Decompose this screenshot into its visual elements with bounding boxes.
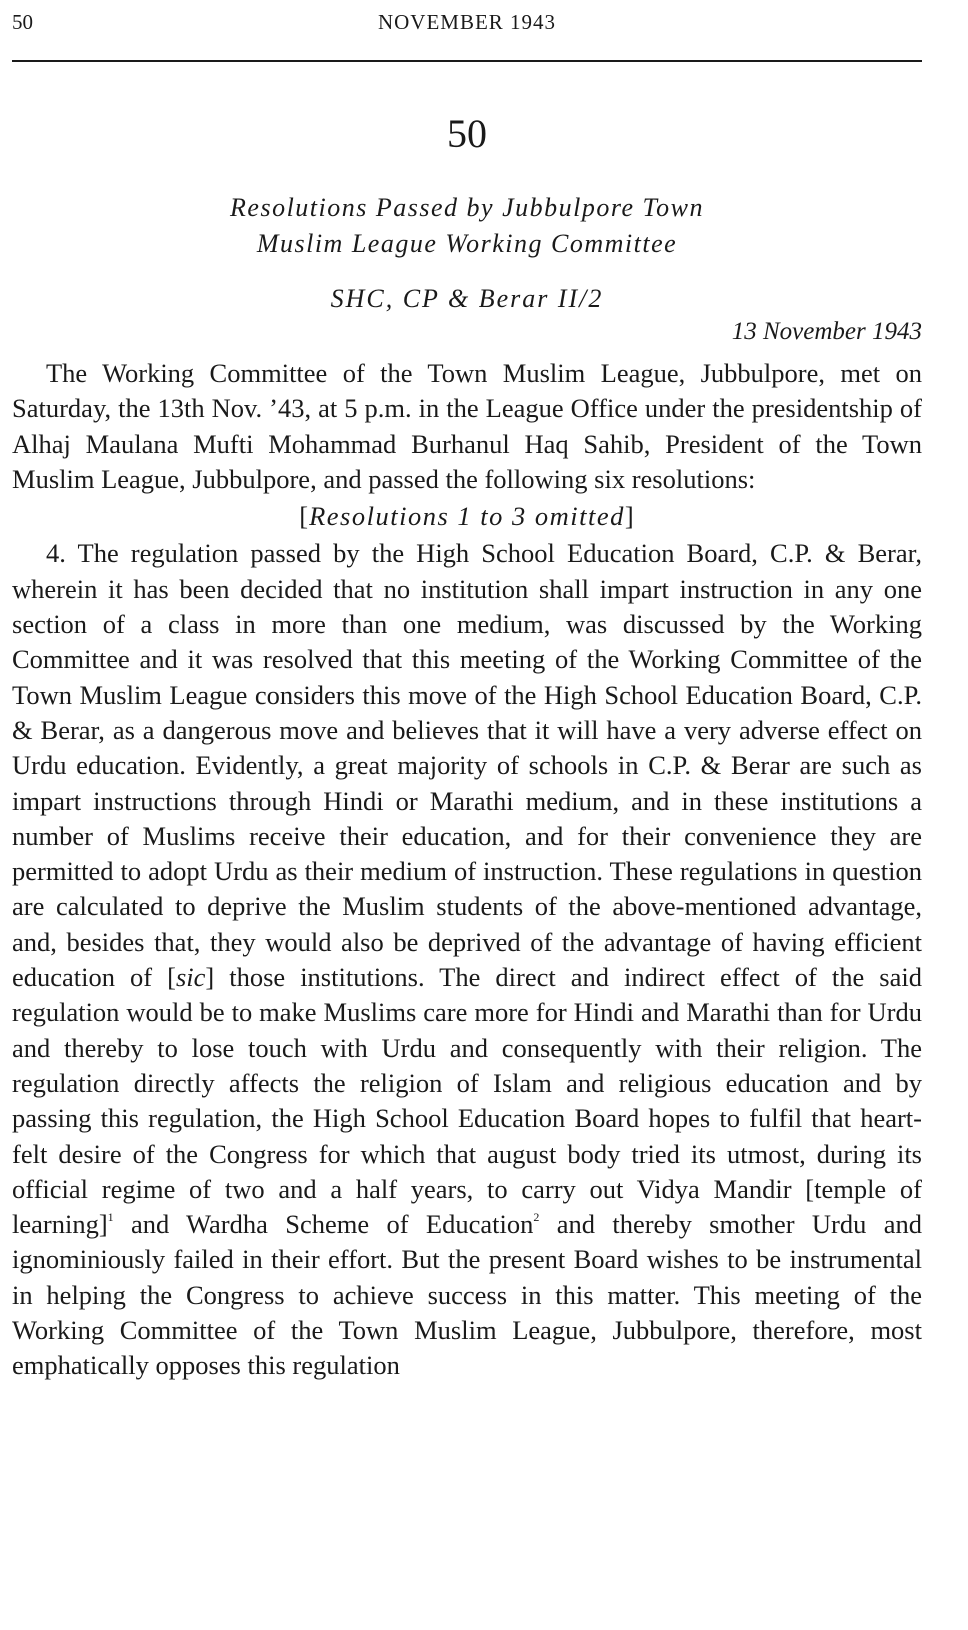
book-page	[12, 0, 922, 1630]
omission-text: Resolutions 1 to 3 omitted	[309, 501, 625, 532]
document-title	[12, 190, 922, 262]
omission-open-bracket: [	[299, 501, 310, 532]
resolution-4-text-a: 4. The regulation passed by the High School Education Board, C.P. & Berar, wherein it has been decided that no institution shall impart instruction in any one section of a class in more than one medium, was discussed by the Working Committee and it was resolved that this meeting of the Working Committee of the Town Muslim League considers this move of the High School Education Board, C.P. & Berar, as a dangerous move and believes that it will have a very adverse effect on Urdu education. Evidently, a great majority of schools in C.P. & Berar are such as impart instructions through Hindi or Marathi medium, and in these institutions a number of Muslims receive their education, and for their convenience they are permitted to adopt Urdu as their medium of instruction. These regulations in question are calculated to deprive the Muslim students of the above-mentioned advantage, and, besides that, they would also be deprived of the advantage of having efficient education of [	[12, 538, 922, 993]
document-number: 50	[447, 111, 487, 156]
document-body	[12, 356, 922, 1384]
resolution-4-text-d: and thereby smother Urdu and ignominiously failed in their effort. But the present Board wishes to be instrumental in helping the Congress to achieve success in this matter. This meeting of the Working Committee of the Town Muslim League, Jubbulpore, therefore, most emphatically opposes this regulation	[12, 1209, 922, 1381]
footnote-marker-2: 2	[533, 1210, 540, 1225]
running-head	[12, 10, 922, 40]
page-number: 50	[12, 10, 33, 34]
omission-close-bracket: ]	[624, 501, 635, 532]
omission-note	[12, 499, 922, 534]
paragraph-intro: The Working Committee of the Town Muslim League, Jubbulpore, met on Saturday, the 13th Nov. ’43, at 5 p.m. in the League Office under the presidentship of Alhaj Maulana Mufti Mohammad Burhanul Haq Sahib, President of the Town Muslim League, Jubbulpore, and passed the following six resolutions:	[12, 358, 922, 494]
resolution-4-text-c: and Wardha Scheme of Education	[113, 1209, 534, 1240]
running-head-title: NOVEMBER 1943	[377, 10, 557, 34]
resolution-4-text-b: ] those institutions. The direct and indirect effect of the said regulation would be to make Muslims care more for Hindi and Marathi than for Urdu and thereby to lose touch with Urdu and consequently with their religion. The regulation directly affects the religion of Islam and religious education and by passing this regulation, the High School Education Board hopes to fulfil that heart-felt desire of the Congress for which that august body tried its utmost, during its official regime of two and a half years, to carry out Vidya Mandir [temple of learning]	[12, 962, 922, 1240]
footnote-marker-1: 1	[107, 1210, 114, 1225]
document-title-line-2: Muslim League Working Committee	[256, 229, 678, 258]
document-date: 13 November 1943	[731, 318, 922, 345]
header-rule	[12, 60, 922, 62]
document-title-line-1: Resolutions Passed by Jubbulpore Town	[230, 193, 704, 222]
paragraph-resolution-4	[12, 536, 922, 1383]
document-source: SHC, CP & Berar II/2	[330, 284, 604, 313]
sic-note: sic	[175, 962, 206, 993]
